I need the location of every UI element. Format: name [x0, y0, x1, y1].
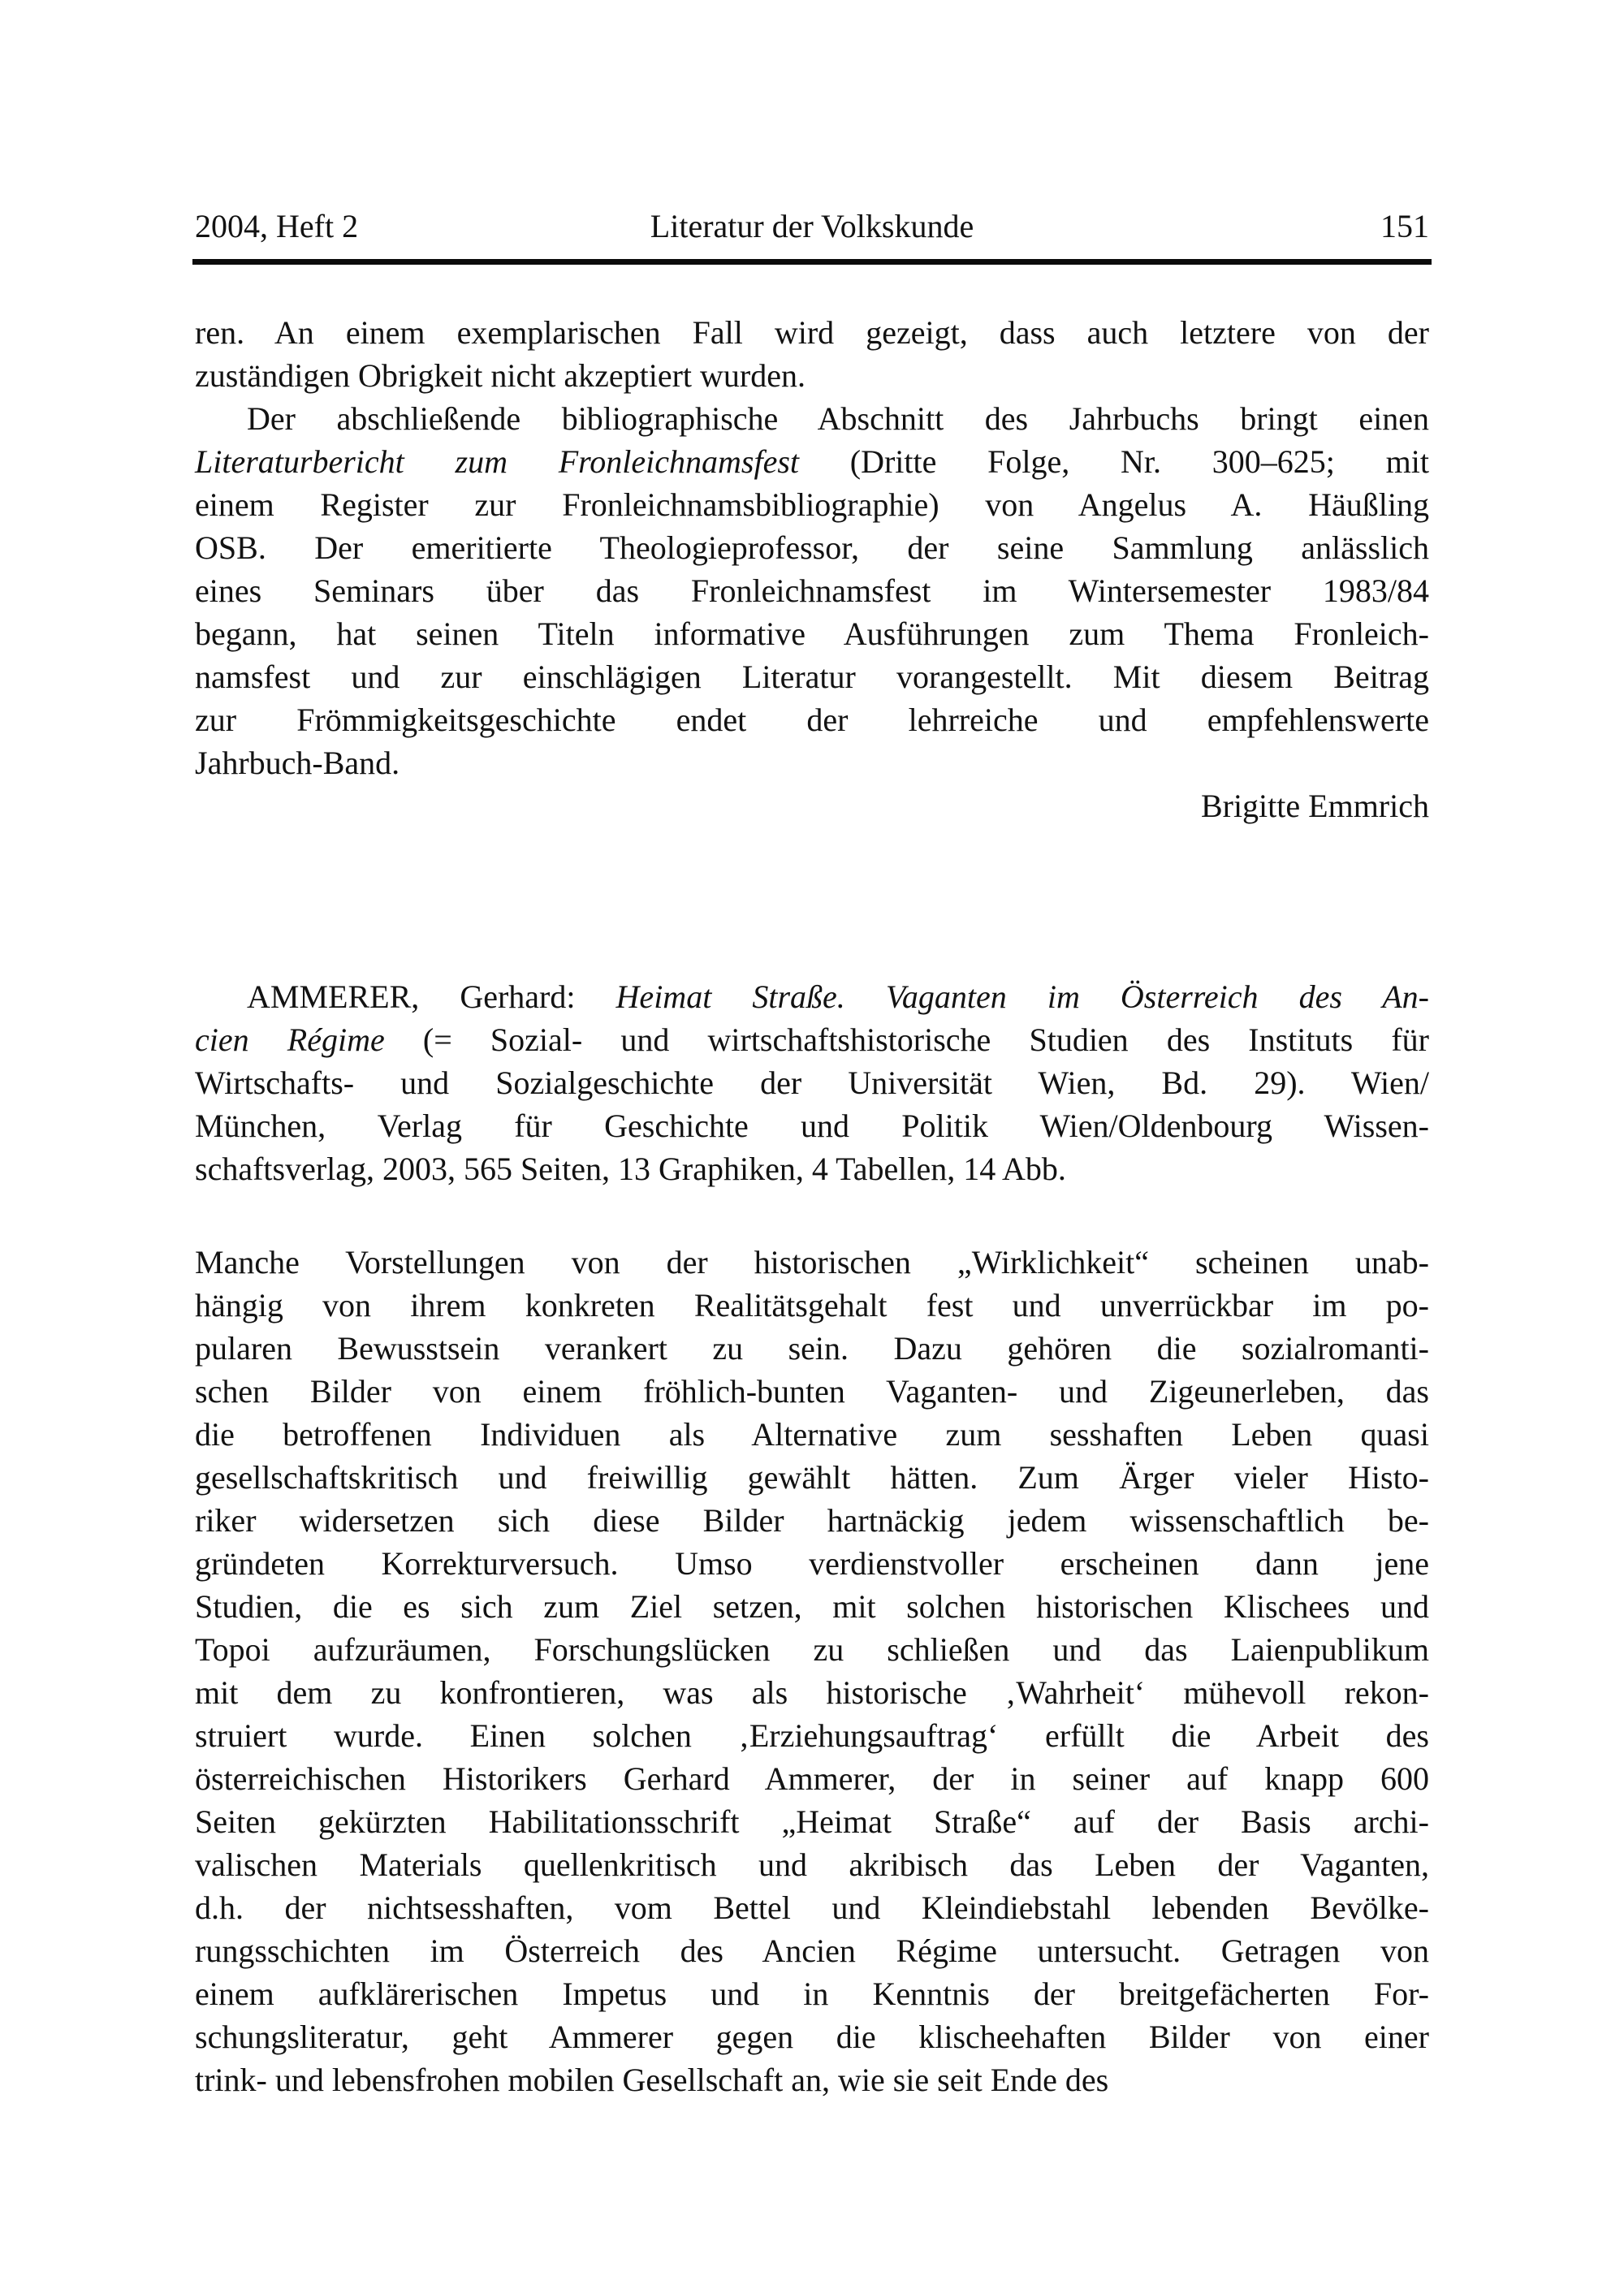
text-segment: gesellschaftskritisch und freiwillig gewählt hätten. Zum Ärger vieler Histo- [195, 1459, 1429, 1496]
text-segment: Studien, die es sich zum Ziel setzen, mit solchen historischen Klischees und [195, 1588, 1429, 1625]
text-line [195, 1757, 1429, 1800]
italic-text-segment: Heimat Straße. Vaganten im Österreich des An- [615, 978, 1429, 1015]
text-segment: mit dem zu konfrontieren, was als historische ‚Wahrheit‘ mühevoll rekon- [195, 1674, 1429, 1711]
text-segment: struiert wurde. Einen solchen ‚Erziehungsauftrag‘ erfüllt die Arbeit des [195, 1717, 1429, 1754]
text-line [195, 1929, 1429, 1972]
text-segment: zur Frömmigkeitsgeschichte endet der lehrreiche und empfehlenswerte [195, 702, 1429, 738]
text-segment: österreichischen Historikers Gerhard Ammerer, der in seiner auf knapp 600 [195, 1760, 1429, 1797]
text-segment: namsfest und zur einschlägigen Literatur vorangestellt. Mit diesem Beitrag [195, 659, 1429, 695]
text-line [195, 1972, 1429, 2015]
text-line [195, 569, 1429, 612]
header-page-number: 151 [1380, 208, 1429, 244]
text-line [195, 741, 1429, 784]
text-segment: Seiten gekürzten Habilitationsschrift „Heimat Straße“ auf der Basis archi- [195, 1803, 1429, 1840]
text-segment: OSB. Der emeritierte Theologieprofessor, der seine Sammlung anlässlich [195, 529, 1429, 566]
text-line [195, 1061, 1429, 1104]
text-line [195, 1843, 1429, 1886]
text-line [195, 440, 1429, 483]
text-line [195, 1413, 1429, 1456]
text-line [195, 1147, 1429, 1190]
text-line [195, 1456, 1429, 1499]
page-header [195, 206, 1429, 248]
text-segment: begann, hat seinen Titeln informative Ausführungen zum Thema Fronleich- [195, 615, 1429, 652]
text-segment: AMMERER, Gerhard: [247, 978, 616, 1015]
text-line [195, 1542, 1429, 1585]
text-segment: zuständigen Obrigkeit nicht akzeptiert wurden. [195, 357, 806, 394]
text-segment: Manche Vorstellungen von der historischen „Wirklichkeit“ scheinen unab- [195, 1244, 1429, 1280]
header-section-title: Literatur der Volkskunde [650, 208, 974, 244]
text-line [195, 354, 1429, 397]
text-line [195, 975, 1429, 1018]
text-line [195, 2058, 1429, 2101]
text-segment: riker widersetzen sich diese Bilder hartnäckig jedem wissenschaftlich be- [195, 1502, 1429, 1539]
text-segment: hängig von ihrem konkreten Realitätsgehalt fest und unverrückbar im po- [195, 1287, 1429, 1324]
page-body-text [195, 311, 1429, 2101]
text-line [195, 1886, 1429, 1929]
text-line [195, 1714, 1429, 1757]
text-segment: eines Seminars über das Fronleichnamsfest im Wintersemester 1983/84 [195, 572, 1429, 609]
text-line [195, 1800, 1429, 1843]
text-line [195, 397, 1429, 440]
text-segment: valischen Materials quellenkritisch und akribisch das Leben der Vaganten, [195, 1846, 1429, 1883]
header-rule [192, 259, 1432, 265]
text-segment: gründeten Korrekturversuch. Umso verdienstvoller erscheinen dann jene [195, 1545, 1429, 1582]
text-line [195, 311, 1429, 354]
text-line [195, 1104, 1429, 1147]
text-segment: die betroffenen Individuen als Alternative zum sesshaften Leben quasi [195, 1416, 1429, 1453]
text-segment: schaftsverlag, 2003, 565 Seiten, 13 Graphiken, 4 Tabellen, 14 Abb. [195, 1151, 1066, 1187]
text-line [195, 1327, 1429, 1370]
text-segment: Jahrbuch-Band. [195, 745, 400, 781]
italic-text-segment: cien Régime [195, 1021, 385, 1058]
text-line [195, 1585, 1429, 1628]
italic-text-segment: Literaturbericht zum Fronleichnamsfest [195, 443, 799, 480]
text-segment: München, Verlag für Geschichte und Politik Wien/Oldenbourg Wissen- [195, 1108, 1429, 1144]
text-segment: Wirtschafts- und Sozialgeschichte der Universität Wien, Bd. 29). Wien/ [195, 1064, 1429, 1101]
text-line [195, 655, 1429, 698]
text-segment: Der abschließende bibliographische Abschnitt des Jahrbuchs bringt einen [247, 400, 1429, 437]
text-line [195, 1671, 1429, 1714]
text-line [195, 698, 1429, 741]
text-line [195, 1284, 1429, 1327]
text-line [195, 483, 1429, 526]
paragraph-gap [195, 1190, 1429, 1241]
text-segment: einem aufklärerischen Impetus und in Kenntnis der breitgefächerten For- [195, 1976, 1429, 2012]
text-segment: ren. An einem exemplarischen Fall wird gezeigt, dass auch letztere von der [195, 314, 1429, 351]
text-segment: Topoi aufzuräumen, Forschungslücken zu schließen und das Laienpublikum [195, 1631, 1429, 1668]
text-segment: rungsschichten im Österreich des Ancien Régime untersucht. Getragen von [195, 1932, 1429, 1969]
header-issue-label: 2004, Heft 2 [195, 208, 359, 244]
text-segment: (Dritte Folge, Nr. 300–625; mit [799, 443, 1429, 480]
text-line [195, 1018, 1429, 1061]
text-line [195, 612, 1429, 655]
text-segment: trink- und lebensfrohen mobilen Gesellschaft an, wie sie seit Ende des [195, 2062, 1109, 2098]
text-segment: schungsliteratur, geht Ammerer gegen die klischeehaften Bilder von einer [195, 2019, 1429, 2055]
text-line [195, 1628, 1429, 1671]
text-line [195, 526, 1429, 569]
text-segment: schen Bilder von einem fröhlich-bunten Vaganten- und Zigeunerleben, das [195, 1373, 1429, 1410]
paragraph-gap [195, 827, 1429, 975]
text-segment: pularen Bewusstsein verankert zu sein. Dazu gehören die sozialromanti- [195, 1330, 1429, 1367]
text-line [195, 1370, 1429, 1413]
reviewer-signature: Brigitte Emmrich [1200, 788, 1429, 824]
text-segment: (= Sozial- und wirtschaftshistorische Studien des Instituts für [384, 1021, 1429, 1058]
text-line [195, 2015, 1429, 2058]
text-segment: einem Register zur Fronleichnamsbibliographie) von Angelus A. Häußling [195, 486, 1429, 523]
text-segment: d.h. der nichtsesshaften, vom Bettel und Kleindiebstahl lebenden Bevölke- [195, 1889, 1429, 1926]
text-line [195, 1241, 1429, 1284]
text-line [195, 1499, 1429, 1542]
